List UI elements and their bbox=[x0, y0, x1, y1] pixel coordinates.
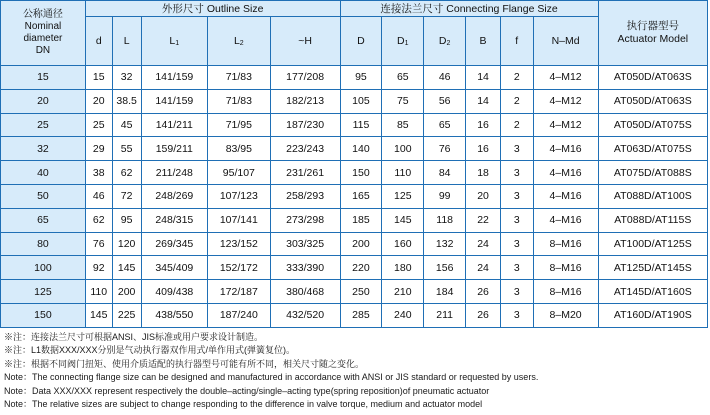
table-body bbox=[1, 66, 708, 328]
table-cell: 150 bbox=[340, 161, 382, 185]
table-cell: 187/240 bbox=[207, 303, 270, 327]
table-cell: 4–M12 bbox=[533, 113, 598, 137]
table-cell: 250 bbox=[340, 280, 382, 304]
col-D1: $D_1$ bbox=[382, 17, 424, 66]
table-cell: 240 bbox=[382, 303, 424, 327]
table-cell: 62 bbox=[112, 161, 141, 185]
table-cell: 25 bbox=[85, 113, 112, 137]
table-cell: 172/187 bbox=[207, 280, 270, 304]
table-cell: AT050D/AT075S bbox=[598, 113, 707, 137]
table-cell: AT050D/AT063S bbox=[598, 66, 707, 90]
table-cell: 3 bbox=[500, 208, 533, 232]
table-cell: 185 bbox=[340, 208, 382, 232]
table-cell: AT145D/AT160S bbox=[598, 280, 707, 304]
table-row bbox=[1, 89, 708, 113]
table-cell: 72 bbox=[112, 184, 141, 208]
table-cell: 145 bbox=[382, 208, 424, 232]
table-cell: 4–M16 bbox=[533, 208, 598, 232]
table-cell: AT063D/AT075S bbox=[598, 137, 707, 161]
table-cell: 32 bbox=[112, 66, 141, 90]
table-cell: 132 bbox=[424, 232, 466, 256]
table-cell: 92 bbox=[85, 256, 112, 280]
table-cell: 273/298 bbox=[270, 208, 340, 232]
table-cell: 269/345 bbox=[141, 232, 207, 256]
table-row bbox=[1, 184, 708, 208]
table-cell: 211/248 bbox=[141, 161, 207, 185]
table-cell: 26 bbox=[466, 280, 501, 304]
col-N-Md: N–Md bbox=[533, 17, 598, 66]
dn-cell: 40 bbox=[1, 161, 86, 185]
table-cell: 333/390 bbox=[270, 256, 340, 280]
col-D2: $D_2$ bbox=[424, 17, 466, 66]
table-cell: 62 bbox=[85, 208, 112, 232]
dn-cell: 125 bbox=[1, 280, 86, 304]
flange-size-header: 连接法兰尺寸 Connecting Flange Size bbox=[340, 1, 598, 17]
table-cell: 223/243 bbox=[270, 137, 340, 161]
table-cell: 4–M16 bbox=[533, 137, 598, 161]
table-cell: 55 bbox=[112, 137, 141, 161]
table-cell: 20 bbox=[466, 184, 501, 208]
table-cell: 38 bbox=[85, 161, 112, 185]
table-cell: 220 bbox=[340, 256, 382, 280]
table-cell: 225 bbox=[112, 303, 141, 327]
table-cell: 3 bbox=[500, 280, 533, 304]
table-cell: 71/83 bbox=[207, 89, 270, 113]
table-cell: 118 bbox=[424, 208, 466, 232]
table-cell: 46 bbox=[424, 66, 466, 90]
table-cell: 29 bbox=[85, 137, 112, 161]
table-row bbox=[1, 161, 708, 185]
table-cell: 8–M20 bbox=[533, 303, 598, 327]
table-cell: 15 bbox=[85, 66, 112, 90]
table-cell: 177/208 bbox=[270, 66, 340, 90]
notes-section bbox=[4, 331, 704, 411]
table-cell: 3 bbox=[500, 184, 533, 208]
col-L: L bbox=[112, 17, 141, 66]
dn-cell: 150 bbox=[1, 303, 86, 327]
table-cell: 22 bbox=[466, 208, 501, 232]
table-cell: 71/83 bbox=[207, 66, 270, 90]
dn-cell: 65 bbox=[1, 208, 86, 232]
table-row bbox=[1, 280, 708, 304]
table-cell: 110 bbox=[382, 161, 424, 185]
table-cell: 123/152 bbox=[207, 232, 270, 256]
col-D: D bbox=[340, 17, 382, 66]
note-line: Note：Data XXX/XXX represent respectively the double–acting/single–acting type(spring reposition)of pneumatic actuator bbox=[4, 385, 490, 396]
table-cell: 38.5 bbox=[112, 89, 141, 113]
table-cell: 3 bbox=[500, 256, 533, 280]
table-cell: 248/315 bbox=[141, 208, 207, 232]
table-cell: AT075D/AT088S bbox=[598, 161, 707, 185]
note-line: Note：The relative sizes are subject to change responding to the difference in valve torque, medium and actuator model bbox=[4, 399, 483, 410]
table-cell: 26 bbox=[466, 303, 501, 327]
table-cell: 438/550 bbox=[141, 303, 207, 327]
table-cell: 16 bbox=[466, 113, 501, 137]
table-cell: 14 bbox=[466, 89, 501, 113]
table-cell: 46 bbox=[85, 184, 112, 208]
table-row bbox=[1, 208, 708, 232]
table-cell: 409/438 bbox=[141, 280, 207, 304]
table-cell: 231/261 bbox=[270, 161, 340, 185]
table-cell: 56 bbox=[424, 89, 466, 113]
table-cell: 14 bbox=[466, 66, 501, 90]
table-cell: 125 bbox=[382, 184, 424, 208]
table-cell: 152/172 bbox=[207, 256, 270, 280]
table-cell: 18 bbox=[466, 161, 501, 185]
table-cell: 345/409 bbox=[141, 256, 207, 280]
table-cell: 4–M12 bbox=[533, 66, 598, 90]
table-cell: 156 bbox=[424, 256, 466, 280]
table-row bbox=[1, 66, 708, 90]
dn-cell: 25 bbox=[1, 113, 86, 137]
dn-cell: 100 bbox=[1, 256, 86, 280]
note-line: ※注：根据不同阀门扭矩、使用介质适配的执行器型号可能有所不同，相关尺寸随之变化。 bbox=[4, 358, 365, 369]
col-f: f bbox=[500, 17, 533, 66]
outline-size-header: 外形尺寸 Outline Size bbox=[85, 1, 340, 17]
table-cell: 145 bbox=[85, 303, 112, 327]
table-cell: 211 bbox=[424, 303, 466, 327]
table-cell: 432/520 bbox=[270, 303, 340, 327]
table-cell: 95 bbox=[112, 208, 141, 232]
table-cell: 100 bbox=[382, 137, 424, 161]
table-cell: 210 bbox=[382, 280, 424, 304]
table-cell: 141/211 bbox=[141, 113, 207, 137]
table-cell: 141/159 bbox=[141, 66, 207, 90]
table-cell: 16 bbox=[466, 137, 501, 161]
table-cell: 165 bbox=[340, 184, 382, 208]
table-cell: 120 bbox=[112, 232, 141, 256]
col-L2: $L_2$ bbox=[207, 17, 270, 66]
table-row bbox=[1, 232, 708, 256]
table-row bbox=[1, 137, 708, 161]
table-cell: 4–M16 bbox=[533, 161, 598, 185]
table-cell: 24 bbox=[466, 232, 501, 256]
table-cell: 4–M12 bbox=[533, 89, 598, 113]
table-cell: 75 bbox=[382, 89, 424, 113]
table-cell: 84 bbox=[424, 161, 466, 185]
table-cell: 8–M16 bbox=[533, 256, 598, 280]
table-cell: 180 bbox=[382, 256, 424, 280]
table-cell: 45 bbox=[112, 113, 141, 137]
table-cell: 65 bbox=[382, 66, 424, 90]
table-cell: 107/141 bbox=[207, 208, 270, 232]
table-cell: 20 bbox=[85, 89, 112, 113]
table-cell: 159/211 bbox=[141, 137, 207, 161]
dn-cell: 32 bbox=[1, 137, 86, 161]
table-cell: 141/159 bbox=[141, 89, 207, 113]
table-cell: 3 bbox=[500, 161, 533, 185]
table-row bbox=[1, 256, 708, 280]
dn-cell: 80 bbox=[1, 232, 86, 256]
table-cell: 380/468 bbox=[270, 280, 340, 304]
table-cell: 303/325 bbox=[270, 232, 340, 256]
table-cell: 71/95 bbox=[207, 113, 270, 137]
dn-cell: 50 bbox=[1, 184, 86, 208]
table-cell: 258/293 bbox=[270, 184, 340, 208]
table-cell: 140 bbox=[340, 137, 382, 161]
note-line: ※注：L1数据XXX/XXX分别是气动执行器双作用式/单作用式(弹簧复位)。 bbox=[4, 345, 296, 356]
actuator-model-header: 执行器型号 Actuator Model bbox=[598, 1, 707, 66]
table-cell: AT088D/AT115S bbox=[598, 208, 707, 232]
dn-cell: 15 bbox=[1, 66, 86, 90]
table-cell: 8–M16 bbox=[533, 232, 598, 256]
table-cell: 182/213 bbox=[270, 89, 340, 113]
table-cell: 24 bbox=[466, 256, 501, 280]
table-cell: 200 bbox=[112, 280, 141, 304]
table-cell: AT050D/AT063S bbox=[598, 89, 707, 113]
col-B: B bbox=[466, 17, 501, 66]
table-cell: AT100D/AT125S bbox=[598, 232, 707, 256]
col-d: d bbox=[85, 17, 112, 66]
table-cell: 8–M16 bbox=[533, 280, 598, 304]
table-cell: 187/230 bbox=[270, 113, 340, 137]
dn-cell: 20 bbox=[1, 89, 86, 113]
note-line: Note：The connecting flange size can be designed and manufactured in accordance with ANSI or JIS standard or requested by users. bbox=[4, 372, 539, 383]
note-line: ※注：连接法兰尺寸可根据ANSI、JIS标准或用户要求设计制造。 bbox=[4, 332, 264, 342]
table-cell: 200 bbox=[340, 232, 382, 256]
table-cell: 107/123 bbox=[207, 184, 270, 208]
col-H: ~H bbox=[270, 17, 340, 66]
table-cell: 85 bbox=[382, 113, 424, 137]
table-cell: AT125D/AT145S bbox=[598, 256, 707, 280]
table-cell: 115 bbox=[340, 113, 382, 137]
table-cell: AT160D/AT190S bbox=[598, 303, 707, 327]
table-row bbox=[1, 113, 708, 137]
table-cell: 105 bbox=[340, 89, 382, 113]
table-cell: 285 bbox=[340, 303, 382, 327]
table-cell: AT088D/AT100S bbox=[598, 184, 707, 208]
table-cell: 160 bbox=[382, 232, 424, 256]
table-cell: 65 bbox=[424, 113, 466, 137]
table-cell: 76 bbox=[85, 232, 112, 256]
table-cell: 99 bbox=[424, 184, 466, 208]
table-cell: 4–M16 bbox=[533, 184, 598, 208]
table-cell: 145 bbox=[112, 256, 141, 280]
table-cell: 2 bbox=[500, 66, 533, 90]
table-cell: 76 bbox=[424, 137, 466, 161]
table-cell: 3 bbox=[500, 137, 533, 161]
table-cell: 248/269 bbox=[141, 184, 207, 208]
table-cell: 110 bbox=[85, 280, 112, 304]
table-cell: 3 bbox=[500, 232, 533, 256]
table-cell: 184 bbox=[424, 280, 466, 304]
table-cell: 95 bbox=[340, 66, 382, 90]
table-cell: 3 bbox=[500, 303, 533, 327]
table-cell: 95/107 bbox=[207, 161, 270, 185]
table-cell: 83/95 bbox=[207, 137, 270, 161]
table-cell: 2 bbox=[500, 89, 533, 113]
dn-header: 公称通径 Nominal diameter DN bbox=[1, 1, 86, 66]
table-row bbox=[1, 303, 708, 327]
col-L1: $L_1$ bbox=[141, 17, 207, 66]
table-cell: 2 bbox=[500, 113, 533, 137]
